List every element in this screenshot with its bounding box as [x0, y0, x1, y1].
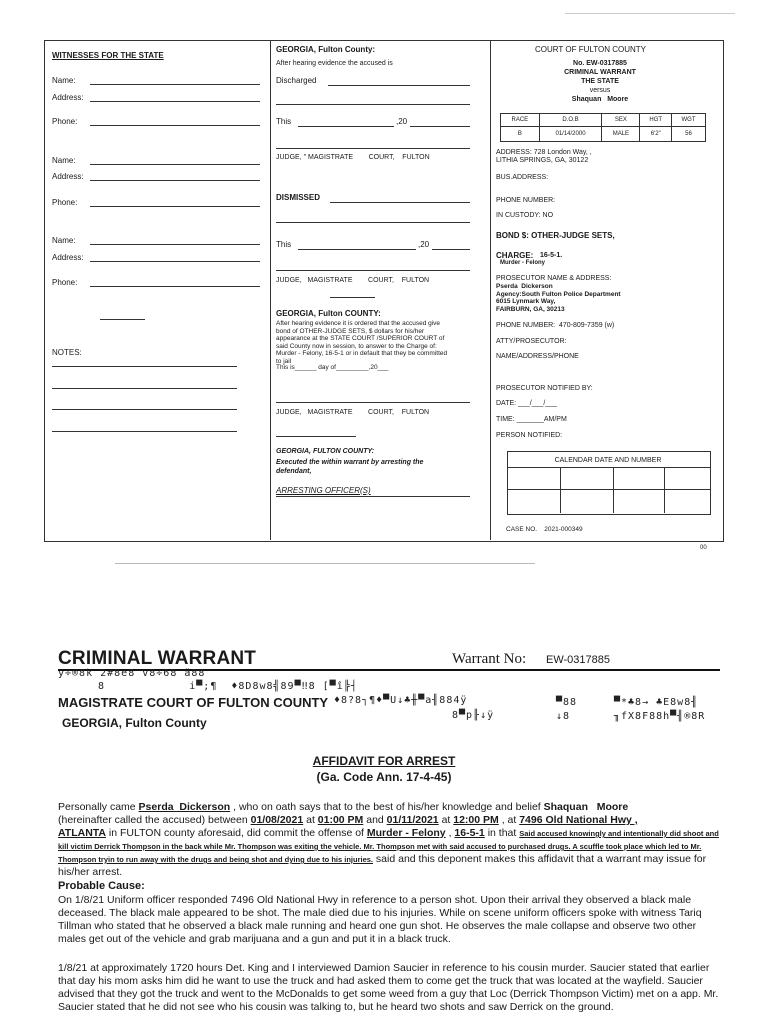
form-divider-right: [490, 40, 491, 540]
address-line-1: ADDRESS: 728 London Way, ,: [496, 149, 592, 156]
id-header-race: RACE: [501, 114, 540, 127]
warrant-no-value: EW-0317885: [546, 654, 611, 666]
versus-label: versus: [589, 87, 611, 94]
judge-line-2: JUDGE, MAGISTRATE COURT, FULTON: [276, 277, 430, 284]
start-date: 01/08/2021: [250, 814, 304, 826]
calendar-label: CALENDAR DATE AND NUMBER: [554, 457, 662, 464]
arresting-officer-label: ARRESTING OFFICER(S): [276, 486, 371, 495]
corner-mark: 00: [700, 545, 707, 551]
offense-description: Said accused knowingly and intentionally did shoot and kill victim Derrick Thompson in the back while Mr. Thompson was exiting the vehicle. Mr. Thompson met with said accused to purchased drugs. A scuffle took place which led to Mr. Thompson tryin to run away with the drugs and being shot and dying due to his injuries.: [58, 829, 719, 864]
prosecutor-label: PROSECUTOR NAME & ADDRESS:: [496, 275, 612, 282]
id-race: B: [501, 127, 540, 142]
prosecutor-phone: PHONE NUMBER: 470-809-7359 (w): [496, 322, 615, 329]
witness-3-address-label: Address:: [52, 253, 84, 262]
code-reference: (Ga. Code Ann. 17-4-45): [316, 770, 452, 784]
executed-text: Executed the within warrant by arresting the defendant,: [276, 459, 424, 475]
id-hgt: 6'2": [640, 127, 672, 142]
probable-cause-paragraph-2: 1/8/21 at approximately 1720 hours Det. King and I interviewed Damion Saucier in reference to his cousin murder. Saucier stated that earlier that day his mom asks him did he want to use the truck and had asked them to come get the truck that was located at the wayfield. Saucier advised that they got the truck and went to the McDonalds to get some weed from a guy that Loc (Derrick Thompson Victim) met on a app. Mr. Saucier stated that he did not see who his cousin was talking to, but he heard two shots and saw Derrick on the ground.: [58, 962, 719, 1013]
county-line: GEORGIA, Fulton County: [62, 716, 207, 730]
county-heading-3: GEORGIA, FULTON COUNTY:: [276, 448, 375, 455]
case-number: No. EW-0317885: [573, 60, 627, 67]
criminal-warrant-label: CRIMINAL WARRANT: [564, 69, 636, 76]
id-header-sex: SEX: [602, 114, 640, 127]
the-state-label: THE STATE: [581, 78, 619, 85]
this-label-2: This: [276, 240, 292, 249]
defendant-name: Shaquan Moore: [571, 96, 629, 103]
prosecutor-notified-by: PROSECUTOR NOTIFIED BY:: [496, 385, 593, 392]
id-header-wgt: WGT: [672, 114, 706, 127]
scan-noise-6: ↓8: [556, 711, 571, 722]
judge-line-1: JUDGE, " MAGISTRATE COURT, FULTON: [276, 154, 430, 161]
witness-1-address-label: Address:: [52, 93, 84, 102]
dismissed-label: DISMISSED: [276, 193, 321, 202]
prosecutor-name: Pserda Dickerson: [496, 283, 553, 290]
end-date: 01/11/2021: [386, 814, 439, 826]
charge-code: 16-5-1.: [540, 252, 563, 259]
end-time: 12:00 PM: [453, 814, 499, 826]
affiant-name: Pserda Dickerson: [138, 801, 231, 813]
id-header-hgt: HGT: [640, 114, 672, 127]
scan-noise-7: ▀*♣8→ ♣E8w8╢: [614, 697, 699, 708]
id-sex: MALE: [602, 127, 640, 142]
discharged-label: Discharged: [276, 76, 317, 85]
address-line-2: LITHIA SPRINGS, GA, 30122: [496, 157, 589, 164]
notes-label: NOTES:: [52, 348, 82, 357]
prosecutor-address-1: 6015 Lynmark Way,: [496, 298, 556, 305]
scan-noise-8: ╖fX8F88h▀╢®8R: [614, 711, 706, 722]
atty-prosecutor-label: ATTY/PROSECUTOR:: [496, 338, 567, 345]
witness-2-phone-label: Phone:: [52, 198, 78, 207]
warrant-title: CRIMINAL WARRANT: [58, 648, 257, 669]
judge-line-3: JUDGE, MAGISTRATE COURT, FULTON: [276, 409, 430, 416]
case-no-label: CASE NO. 2021-000349: [506, 526, 583, 533]
scan-noise-3: ♦8?8┐¶♦▀U↓♣╫▀a╢884ÿ: [334, 695, 468, 706]
offense-city: ATLANTA: [58, 827, 107, 839]
phone-number-label: PHONE NUMBER:: [496, 197, 556, 204]
bond-order-text: After hearing evidence it is ordered that the accused give bond of OTHER-JUDGE SETS, $ dollars for his/her appearance at the STATE COURT /SUPERIOR COURT of said County now in session, to answer to the Charge of: Murder - Felony, 16-5-1 or in default that they be committed to jail: [276, 320, 448, 365]
person-notified-label: PERSON NOTIFIED:: [496, 432, 563, 439]
witness-2-name-label: Name:: [52, 156, 76, 165]
affidavit-paragraph: Personally came Pserda Dickerson , who on oath says that to the best of his/her knowledge and belief Shaquan Moore (hereinafter called the accused) between 01/08/2021 at 01:00 PM and 01/11/2021 at 12:00 PM , at 7496 Old National Hwy , ATLANTA in FULTON county aforesaid, did commit the offense of Murder - Felony , 16-5-1 in that Said accused knowingly and intentionally did shoot and kill victim Derrick Thompson in the back while Mr. Thompson was exiting the vehicle. Mr. Thompson met with said accused to purchased drugs. A scuffle took place which led to Mr. Thompson tryin to run away with the drugs and being shot and dying due to his injuries. said and this deponent makes this affidavit that a warrant may issue for his/her arrest.: [58, 801, 719, 878]
witness-1-phone-label: Phone:: [52, 117, 78, 126]
year-label-1: ,20: [396, 117, 408, 126]
form-divider-left: [270, 40, 271, 540]
start-time: 01:00 PM: [317, 814, 364, 826]
prosecutor-address-2: FAIRBURN, GA, 30213: [496, 305, 565, 313]
offense-name: Murder - Felony: [366, 827, 446, 839]
offense-code: 16-5-1: [454, 827, 485, 839]
probable-cause-paragraph-1: On 1/8/21 Uniform officer responded 7496 Old National Hwy in reference to a person shot. Upon their arrival they observed a black male deceased. The black male appeared to be shot. The male died due to his injuries. While on scene uniform officers spoke with witness Tariq Tillman who stated that he observed a black male running and heard one gun shot. He observes the male collapse and observe two other males get out of the vehicle and grab marijuana and a gun and put it in a black truck.: [58, 894, 702, 945]
witness-2-address-label: Address:: [52, 172, 84, 181]
scan-noise-1: y÷®8k 2#8e8 v8÷68 ä88: [58, 668, 206, 679]
charge-label: CHARGE:: [496, 251, 534, 260]
charge-description: Murder - Felony: [500, 260, 546, 266]
year-label-2: ,20: [418, 240, 430, 249]
court-title: COURT OF FULTON COUNTY: [535, 45, 646, 54]
name-address-phone-label: NAME/ADDRESS/PHONE: [496, 353, 579, 360]
accused-name: Shaquan Moore: [543, 801, 629, 813]
prosecutor-agency: Agency:South Fulton Police Department: [496, 290, 621, 298]
date-field: DATE: ___/___/___: [496, 400, 557, 407]
after-hearing-text: After hearing evidence the accused is: [276, 60, 393, 67]
affidavit-title: AFFIDAVIT FOR ARREST: [312, 754, 456, 768]
bus-address-label: BUS.ADDRESS:: [496, 174, 549, 181]
witness-3-phone-label: Phone:: [52, 278, 78, 287]
witnesses-title: WITNESSES FOR THE STATE: [52, 51, 164, 60]
witness-3-name-label: Name:: [52, 236, 76, 245]
bond-order-date: This is______ day of_________,20___: [276, 364, 389, 371]
warrant-no-label: Warrant No:: [452, 651, 527, 667]
time-field: TIME: _______AM/PM: [496, 416, 567, 423]
scan-noise-2: 8 i▀;¶ ♦8D8w8╣89▀‼8 [▀î╠┤: [98, 681, 358, 692]
scan-noise-5: ▀88: [556, 697, 578, 708]
bond-label: BOND $: OTHER-JUDGE SETS,: [496, 231, 615, 240]
defendant-id-table: [500, 113, 706, 142]
id-wgt: 56: [672, 127, 706, 142]
magistrate-court-line: MAGISTRATE COURT OF FULTON COUNTY: [58, 695, 329, 710]
offense-address: 7496 Old National Hwy ,: [519, 814, 638, 826]
id-header-dob: D.O.B: [539, 114, 602, 127]
custody-label: IN CUSTODY: NO: [496, 212, 554, 219]
county-heading-2: GEORGIA, Fulton COUNTY:: [276, 309, 381, 318]
this-label-1: This: [276, 117, 292, 126]
witness-1-name-label: Name:: [52, 76, 76, 85]
scan-noise-4: 8▀p╟↓ÿ: [452, 710, 495, 721]
id-dob: 01/14/2000: [539, 127, 602, 142]
county-heading-1: GEORGIA, Fulton County:: [276, 45, 376, 54]
probable-cause-heading: Probable Cause:: [58, 880, 145, 892]
